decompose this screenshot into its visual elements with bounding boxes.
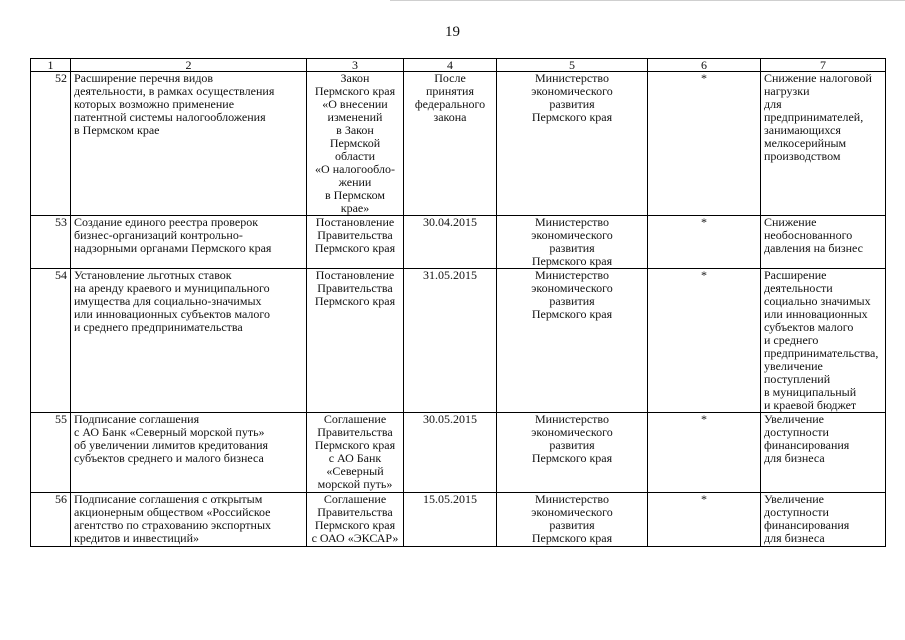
result-text: Увеличение доступности финансирования для бизнеса	[764, 492, 850, 545]
document-text: Соглашение Правительства Пермского края с ОАО «ЭКСАР»	[311, 492, 399, 545]
result-text: Снижение налоговой нагрузки для предпринимателей, занимающихся мелкосерийным производством	[764, 71, 872, 163]
column-header: 2	[71, 59, 307, 72]
result-text: Увеличение доступности финансирования для бизнеса	[764, 412, 850, 465]
table-header-row	[31, 59, 886, 72]
measure-text: Подписание соглашения с открытым акционерным обществом «Российское агентство по страхованию экспортных кредитов и инвестиций»	[74, 492, 272, 545]
row-number: 52	[31, 72, 71, 216]
column-header: 3	[307, 59, 404, 72]
executor-text: Министерство экономического развития Пермского края	[531, 215, 613, 268]
deadline-text: 30.05.2015	[423, 412, 477, 426]
table-row	[31, 413, 886, 493]
row-number: 54	[31, 269, 71, 413]
deadline-text: 30.04.2015	[423, 215, 477, 229]
executor-text: Министерство экономического развития Пермского края	[531, 268, 613, 321]
table-row	[31, 269, 886, 413]
mark-text: *	[701, 215, 707, 229]
column-header: 7	[761, 59, 886, 72]
table-row	[31, 72, 886, 216]
document-text: Постановление Правительства Пермского края	[314, 268, 396, 308]
deadline-text: 31.05.2015	[423, 268, 477, 282]
executor-text: Министерство экономического развития Пермского края	[531, 412, 613, 465]
document-text: Постановление Правительства Пермского края	[314, 215, 396, 255]
executor-text: Министерство экономического развития Пермского края	[531, 71, 613, 124]
measures-table	[30, 58, 886, 547]
executor-text: Министерство экономического развития Пермского края	[531, 492, 613, 545]
mark-text: *	[701, 268, 707, 282]
measure-text: Установление льготных ставок на аренду краевого и муниципального имущества для социально-значимых или инновационных субъектов малого и среднего предпринимательства	[74, 268, 271, 334]
table-row	[31, 216, 886, 269]
deadline-text: После принятия федерального закона	[414, 71, 486, 124]
column-header: 5	[497, 59, 648, 72]
measure-text: Подписание соглашения с АО Банк «Северный морской путь» об увеличении лимитов кредитования субъектов среднего и малого бизнеса	[74, 412, 269, 465]
document-text: Закон Пермского края «О внесении изменений в Закон Пермской области «О налогообло- жении в Пермском крае»	[314, 71, 396, 215]
column-header: 6	[648, 59, 761, 72]
result-text: Снижение необоснованного давления на бизнес	[764, 215, 864, 255]
mark-text: *	[701, 492, 707, 506]
page-number: 19	[445, 24, 460, 40]
mark-text: *	[701, 412, 707, 426]
row-number: 56	[31, 493, 71, 547]
top-rule	[390, 0, 905, 1]
document-text: Соглашение Правительства Пермского края с АО Банк «Северный морской путь»	[314, 412, 396, 491]
result-text: Расширение деятельности социально значимых или инновационных субъектов малого и среднего предпринимательства, увеличение поступлений в муниципальный и краевой бюджет	[764, 268, 879, 412]
column-header: 4	[404, 59, 497, 72]
mark-text: *	[701, 71, 707, 85]
column-header: 1	[31, 59, 71, 72]
table-row	[31, 493, 886, 547]
row-number: 53	[31, 216, 71, 269]
measure-text: Создание единого реестра проверок бизнес-организаций контрольно- надзорными органами Пермского края	[74, 215, 272, 255]
row-number: 55	[31, 413, 71, 493]
deadline-text: 15.05.2015	[423, 492, 477, 506]
measure-text: Расширение перечня видов деятельности, в рамках осуществления которых возможно применение патентной системы налогообложения в Пермском крае	[74, 71, 275, 137]
